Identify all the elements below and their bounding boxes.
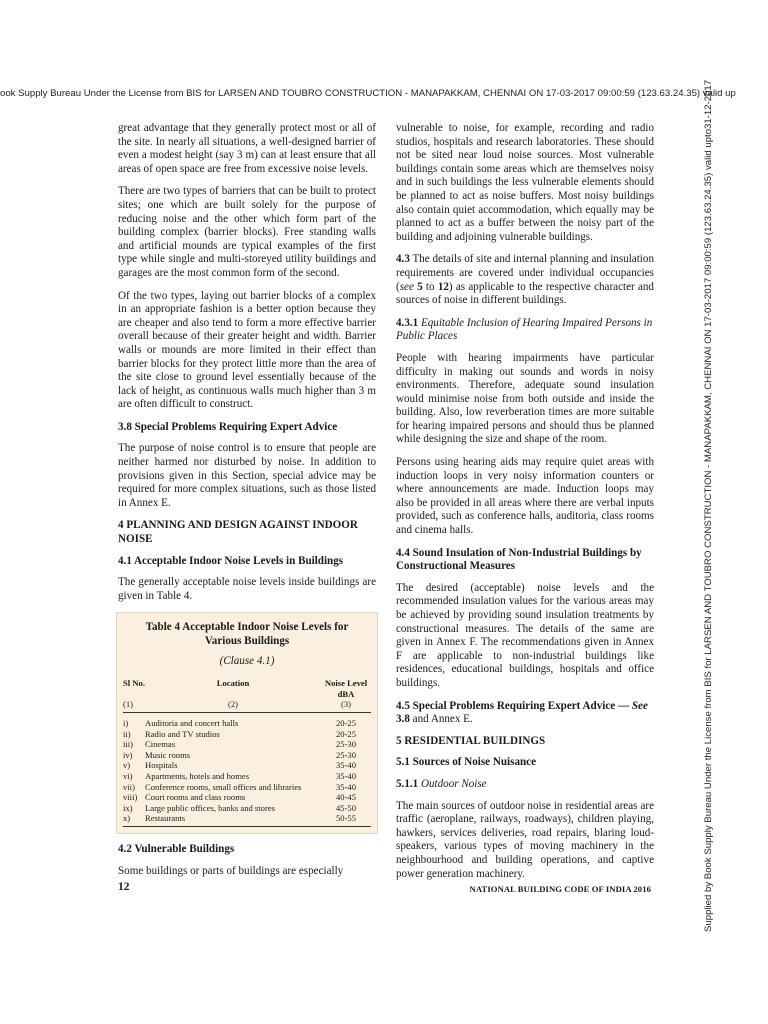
table-row [123, 712, 371, 728]
row-number: ii) [123, 728, 131, 739]
table-row [123, 813, 371, 826]
section-heading-4-5: 4.5 Special Problems Requiring Expert Advice — See 3.8 and Annex E. [396, 699, 648, 726]
column-header-noise-level: Noise Level dBA [324, 678, 368, 699]
page-number: 12 [118, 881, 130, 893]
row-number: x) [123, 813, 145, 826]
paragraph: The generally acceptable noise levels inside buildings are given in Table 4. [118, 576, 376, 602]
row-noise-level: 35-40 [335, 781, 357, 792]
table-row [123, 739, 371, 750]
paragraph: Of the two types, laying out barrier blocks of a complex in an appropriate fashion is a better option because they are cheaper and also tend to form a more effective barrier overall because of their greater height and width. Barrier walls or mounds are more limited in their effect than barrier blocks for they protect little more than the area of the site close to ground level essentially because of the lack of height, as continuous walls much higher than 3 m are often difficult to construct. [118, 289, 376, 411]
row-number: vii) [123, 781, 135, 792]
section-heading-5-1-1: 5.1.1 Outdoor Noise [396, 777, 487, 790]
section-heading-4-1: 4.1 Acceptable Indoor Noise Levels in Buildings [118, 554, 344, 567]
row-noise-level: 45-50 [335, 802, 357, 813]
license-watermark-top: ook Supply Bureau Under the License from BIS for LARSEN AND TOUBRO CONSTRUCTION - MANAPAKKAM, CHENNAI ON 17-03-2017 09:00:59 (123.63.24.35) valid up [0, 88, 736, 99]
paragraph: Persons using hearing aids may require quiet areas with induction loops in very noisy information counters or where announcements are made. Induction loops may also be provided in all areas where there are verbal inputs provided, such as conference halls, auditoria, class rooms and cinema halls. [396, 456, 654, 537]
table-title: Table 4 Acceptable Indoor Noise Levels for Various Buildings [145, 621, 349, 647]
code-title: NATIONAL BUILDING CODE OF INDIA 2016 [469, 884, 651, 894]
column-header-sl-no: Sl No. [123, 678, 145, 689]
section-heading-5-1: 5.1 Sources of Noise Nuisance [396, 756, 537, 769]
table-row [123, 750, 371, 761]
right-column [396, 122, 654, 890]
column-number: (1) [123, 699, 145, 712]
section-heading-4: 4 PLANNING AND DESIGN AGAINST INDOOR NOISE [118, 519, 358, 546]
column-number: (3) [321, 699, 371, 712]
row-noise-level: 35-40 [335, 770, 357, 781]
row-number: i) [123, 717, 129, 728]
section-heading-5: 5 RESIDENTIAL BUILDINGS [396, 734, 546, 747]
paragraph: There are two types of barriers that can be built to protect sites; one which are built solely for the purpose of reducing noise and the other which form part of the building complex (barrier blocks). Free standing walls and artificial mounds are typical examples of the first type while single and multi-storeyed utility buildings and garages are the most common form of the second. [118, 185, 376, 279]
license-watermark-side: Supplied by Book Supply Bureau Under the License from BIS for LARSEN AND TOUBRO CONSTRUCTION - MANAPAKKAM, CHENNAI ON 17-03-2017 09:00:59 (123.63.24.35) valid upto31-12-2017 [703, 79, 714, 932]
column-header-location: Location [216, 678, 250, 689]
row-location: Radio and TV studios [145, 728, 220, 739]
noise-level-table [123, 678, 371, 827]
table-row [123, 771, 371, 782]
row-location: Court rooms and class rooms [145, 792, 246, 803]
row-location: Auditoria and concert halls [145, 717, 239, 728]
table-row [123, 729, 371, 740]
row-noise-level: 40-45 [335, 792, 357, 803]
column-number: (2) [145, 699, 321, 712]
paragraph: People with hearing impairments have particular difficulty in making out sounds and words in noisy environments. Therefore, adequate sound insulation would minimise noise from both outside and inside the building. Also, low reverberation times are more suitable for hearing impaired persons and should thus be planned while designing the size and shape of the room. [396, 351, 654, 446]
section-heading-4-2: 4.2 Vulnerable Buildings [118, 842, 235, 855]
row-noise-level: 25-30 [335, 739, 357, 750]
section-heading-3-8: 3.8 Special Problems Requiring Expert Advice [118, 420, 338, 433]
row-noise-level: 20-25 [335, 728, 357, 739]
row-noise-level: 35-40 [335, 760, 357, 771]
row-noise-level: 25-30 [335, 749, 357, 760]
paragraph-4-3: 4.3 The details of site and internal planning and insulation requirements are covered under individual occupancies (see 5 to 12) as applicable to the respective character and sources of noise in different buildings. [396, 253, 654, 307]
paragraph: The purpose of noise control is to ensure that people are neither harmed nor disturbed by noise. In addition to provisions given in this Section, special advice may be required for more complex situations, such as those listed in Annex E. [118, 442, 376, 509]
section-heading-4-4: 4.4 Sound Insulation of Non-Industrial Buildings by Constructional Measures [396, 546, 642, 573]
paragraph: The desired (acceptable) noise levels and the recommended insulation values for the various areas may be achieved by providing sound insulation treatments by constructional measures. The details of the same are given in Annex F. The recommendations given in Annex F are applicable to non-industrial buildings like residences, educational buildings, hospitals and office buildings. [396, 581, 654, 689]
row-location: Large public offices, banks and stores [145, 802, 275, 813]
row-noise-level: 20-25 [335, 717, 357, 728]
row-location: Music rooms [145, 749, 191, 760]
row-location: Restaurants [145, 813, 321, 826]
row-number: viii) [123, 792, 138, 803]
table-row [123, 760, 371, 771]
left-column [118, 122, 376, 887]
row-location: Hospitals [145, 760, 178, 771]
paragraph: Some buildings or parts of buildings are especially [118, 864, 344, 877]
table-4 [116, 612, 378, 834]
table-row [123, 803, 371, 814]
table-row [123, 782, 371, 793]
paragraph: vulnerable to noise, for example, recording and radio studios, hospitals and research laboratories. These should not be sited near loud noise sources. Most vulnerable buildings contain some areas which are themselves noisy and in such buildings the less vulnerable elements should be planned to act as noise buffers. Most noisy buildings also contain quiet accommodation, which equally may be planned to act as a buffer between the noisy part of the building and adjoining vulnerable buildings. [396, 122, 654, 243]
table-row [123, 792, 371, 803]
row-location: Conference rooms, small offices and libraries [145, 781, 302, 792]
paragraph: great advantage that they generally protect most or all of the site. In nearly all situations, a well-designed barrier of even a modest height (say 3 m) can at least ensure that all areas of open space are free from excessive noise levels. [118, 122, 376, 175]
row-number: ix) [123, 802, 133, 813]
row-location: Apartments, hotels and homes [145, 770, 250, 781]
row-noise-level: 50-55 [321, 813, 371, 826]
row-number: v) [123, 760, 131, 771]
row-number: vi) [123, 770, 133, 781]
section-heading-4-3-1: 4.3.1 Equitable Inclusion of Hearing Impaired Persons in Public Places [396, 316, 653, 343]
paragraph: The main sources of outdoor noise in residential areas are traffic (aeroplane, railways, roadways), children playing, hawkers, services deliveries, road repairs, blaring loud-speakers, various types of moving machinery in the neighbourhood and building operations, and captive power generation machinery. [396, 799, 654, 880]
row-location: Cinemas [145, 739, 176, 750]
table-clause: (Clause 4.1) [219, 654, 275, 667]
row-number: iii) [123, 739, 134, 750]
row-number: iv) [123, 749, 133, 760]
